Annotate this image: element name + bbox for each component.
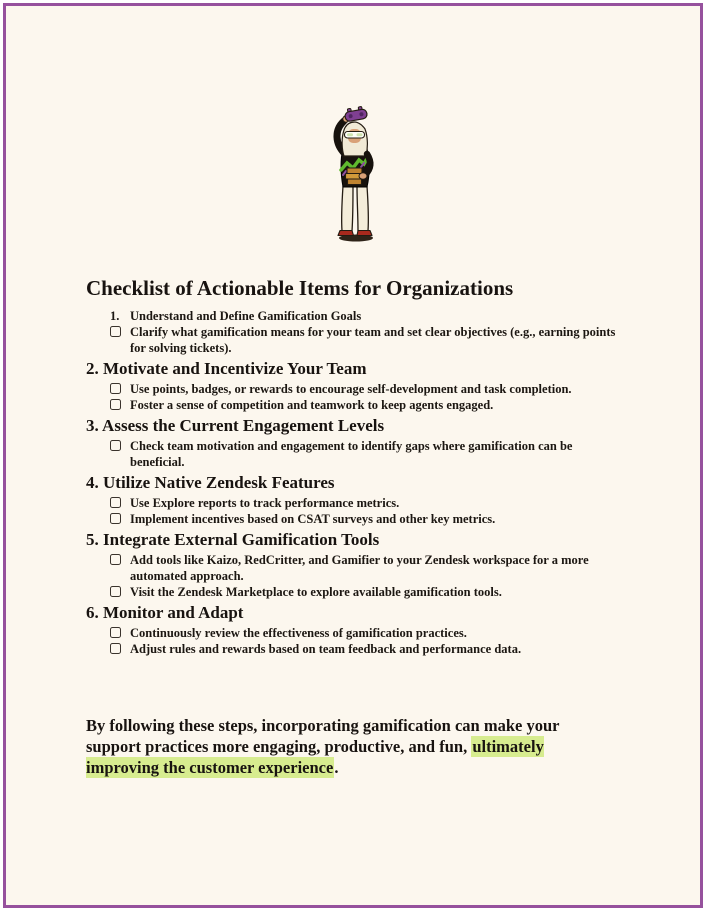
- checklist-item-text: Adjust rules and rewards based on team feedback and performance data.: [130, 642, 522, 656]
- checkbox-unchecked[interactable]: [110, 383, 121, 394]
- section-heading-3: 3. Assess the Current Engagement Levels: [86, 416, 385, 435]
- checkbox-unchecked[interactable]: [110, 627, 121, 638]
- checkbox-unchecked[interactable]: [110, 497, 121, 508]
- checklist-item-text: Check team motivation and engagement to identify gaps where gamification can be beneficial.: [130, 439, 573, 469]
- section-heading-4: 4. Utilize Native Zendesk Features: [86, 473, 335, 492]
- checkbox-unchecked[interactable]: [110, 326, 121, 337]
- checklist-item: [110, 438, 626, 470]
- highlighted-text: ultimately improving the customer experience: [86, 737, 544, 777]
- checklist-item-text: Use points, badges, or rewards to encourage self-development and task completion.: [130, 382, 572, 396]
- checkbox-unchecked[interactable]: [110, 586, 121, 597]
- numbered-list-item: [110, 308, 626, 324]
- checklist-item: [110, 397, 626, 413]
- checklist-item-text: Use Explore reports to track performance metrics.: [130, 496, 400, 510]
- closing-text: By following these steps, incorporating gamification can make your support practices more engaging, productive, and fun,: [86, 716, 560, 756]
- checklist-item: [110, 584, 626, 600]
- checklist-item: [110, 324, 626, 356]
- person-holding-game-controller-icon: [312, 106, 398, 244]
- checklist-item: [110, 511, 626, 527]
- checklist-item: [110, 495, 626, 511]
- list-item-text: Understand and Define Gamification Goals: [130, 309, 362, 323]
- section-heading-2: 2. Motivate and Incentivize Your Team: [86, 359, 367, 378]
- checklist-item-text: Implement incentives based on CSAT surveys and other key metrics.: [130, 512, 496, 526]
- person-illustration: [312, 106, 398, 244]
- page-title: Checklist of Actionable Items for Organizations: [86, 276, 514, 300]
- checklist-item-text: Continuously review the effectiveness of gamification practices.: [130, 626, 467, 640]
- closing-period: .: [334, 758, 339, 777]
- closing-paragraph: [86, 715, 604, 778]
- checklist-item-text: Add tools like Kaizo, RedCritter, and Gamifier to your Zendesk workspace for a more automated approach.: [130, 553, 589, 583]
- checklist-item: [110, 641, 626, 657]
- checkbox-unchecked[interactable]: [110, 440, 121, 451]
- checkbox-unchecked[interactable]: [110, 643, 121, 654]
- checklist-item: [110, 625, 626, 641]
- section-heading-6: 6. Monitor and Adapt: [86, 603, 244, 622]
- document-page: [3, 3, 703, 908]
- section-heading-5: 5. Integrate External Gamification Tools: [86, 530, 380, 549]
- checkbox-unchecked[interactable]: [110, 513, 121, 524]
- checklist-item-text: Visit the Zendesk Marketplace to explore available gamification tools.: [130, 585, 502, 599]
- checklist-item-text: Foster a sense of competition and teamwork to keep agents engaged.: [130, 398, 494, 412]
- checklist-content: [86, 276, 626, 778]
- checklist-item: [110, 552, 626, 584]
- checklist-item-text: Clarify what gamification means for your team and set clear objectives (e.g., earning points for solving tickets).: [130, 325, 616, 355]
- checklist-item: [110, 381, 626, 397]
- checkbox-unchecked[interactable]: [110, 399, 121, 410]
- list-number: 1.: [110, 309, 120, 323]
- checkbox-unchecked[interactable]: [110, 554, 121, 565]
